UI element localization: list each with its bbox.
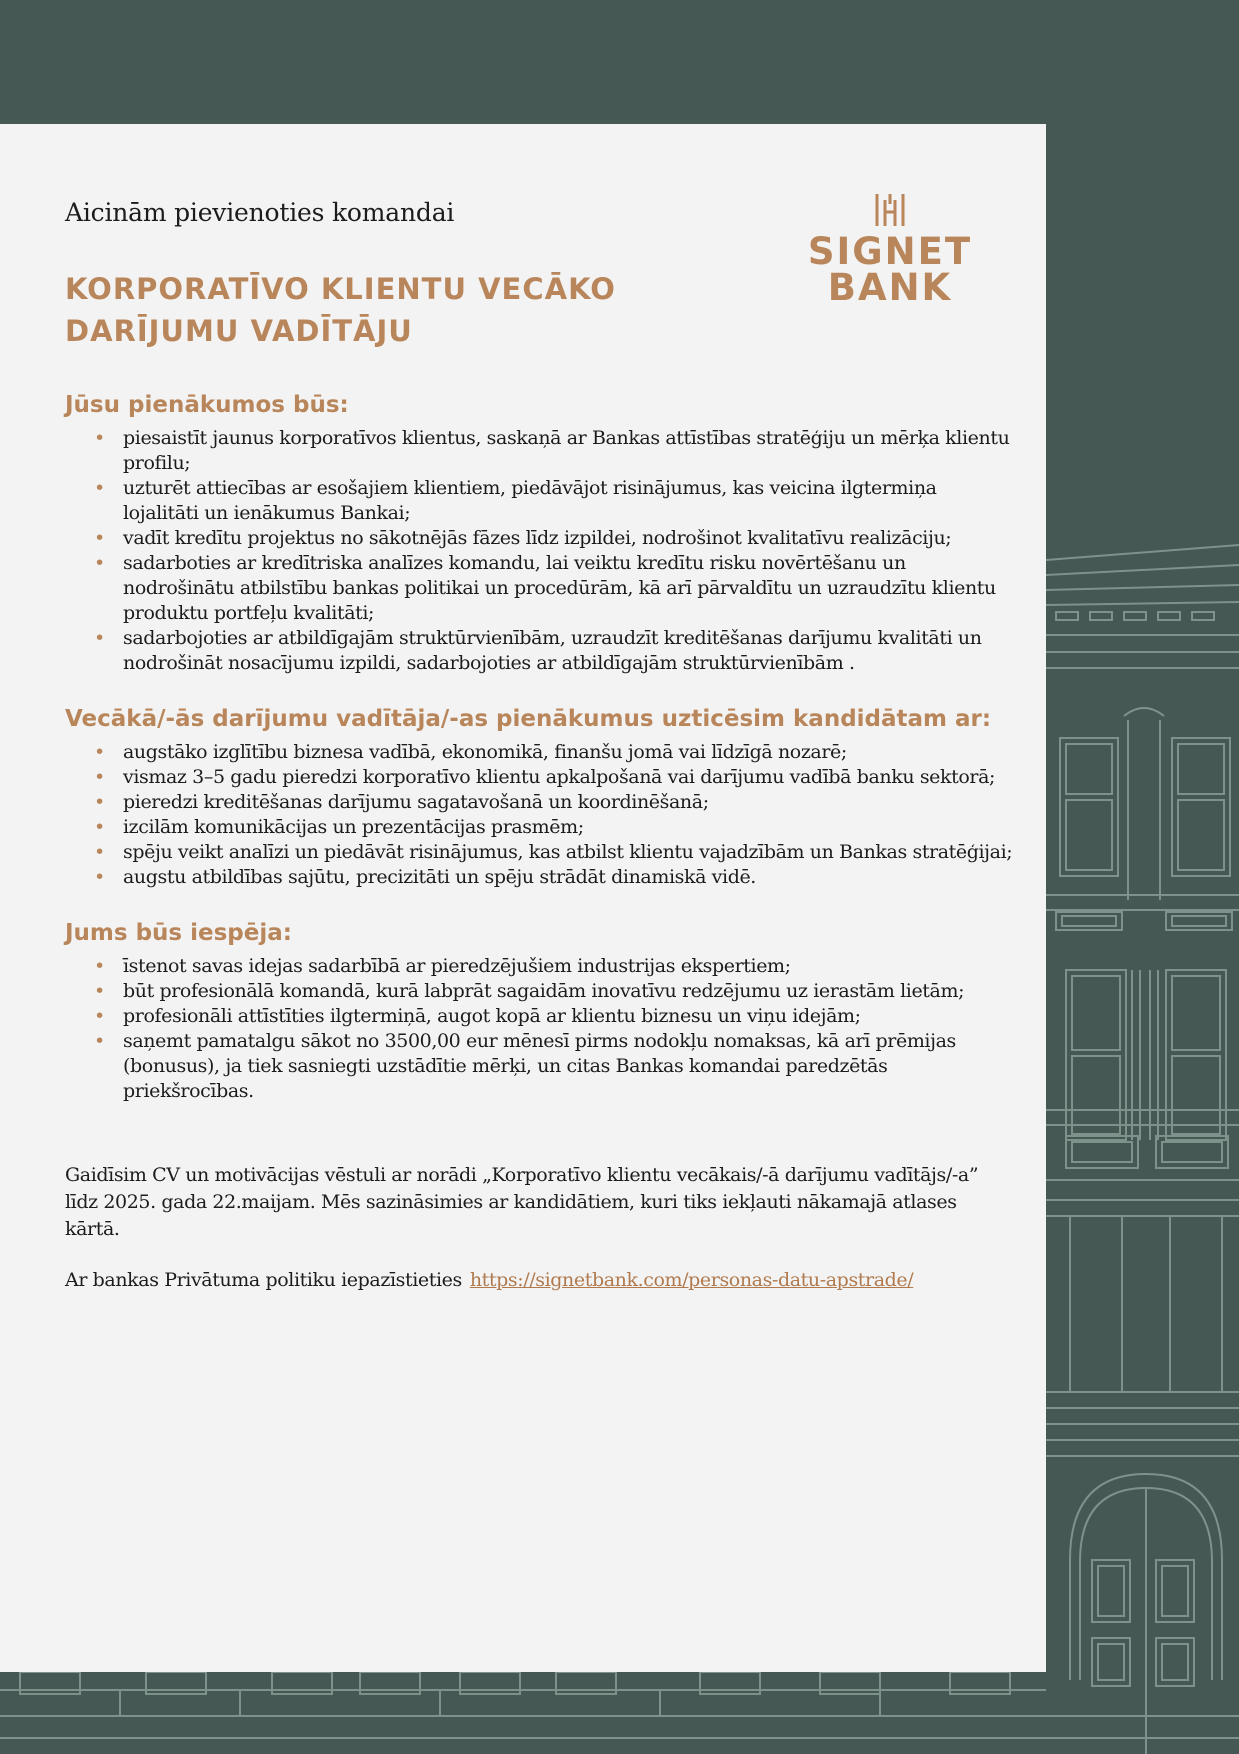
- duties-list: [65, 426, 1015, 676]
- list-item: • spēju veikt analīzi un piedāvāt risinājumus, kas atbilst klientu vajadzībām un Bankas stratēģijai;: [123, 840, 1015, 865]
- signet-emblem-icon: [872, 192, 908, 228]
- list-item: • pieredzi kreditēšanas darījumu sagatavošanā un koordinēšanā;: [123, 790, 1015, 815]
- job-title: KORPORATĪVO KLIENTU VECĀKO DARĪJUMU VADĪTĀJU: [65, 272, 616, 348]
- list-item: • vadīt kredītu projektus no sākotnējās fāzes līdz izpildei, nodrošinot kvalitatīvu realizāciju;: [123, 526, 1015, 551]
- list-item: • profesionāli attīstīties ilgtermiņā, augot kopā ar klientu biznesu un viņu idejām;: [123, 1004, 1015, 1029]
- requirements-list: [65, 740, 1015, 890]
- logo-line-2: BANK: [827, 266, 953, 309]
- offer-heading: Jums būs iespēja:: [65, 920, 292, 946]
- list-item: • vismaz 3–5 gadu pieredzi korporatīvo klientu apkalpošanā vai darījumu vadībā banku sektorā;: [123, 765, 1015, 790]
- list-item: • īstenot savas idejas sadarbībā ar pieredzējušiem industrijas ekspertiem;: [123, 954, 1015, 979]
- list-item: • sadarbojoties ar atbildīgajām struktūrvienībām, uzraudzīt kreditēšanas darījumu kvalitāti un nodrošināt nosacījumu izpildi, sadarbojoties ar atbildīgajām struktūrvienībām .: [123, 626, 1015, 676]
- privacy-policy-link[interactable]: https://signetbank.com/personas-datu-apstrade/: [469, 1269, 914, 1291]
- ad-content: [65, 388, 1015, 1294]
- signet-bank-logo: [790, 192, 990, 309]
- list-item: • uzturēt attiecības ar esošajiem klientiem, piedāvājot risinājumus, kas veicina ilgtermiņa lojalitāti un ienākumus Bankai;: [123, 476, 1015, 526]
- list-item: • būt profesionālā komandā, kurā labprāt sagaidām inovatīvu redzējumu uz ierastām lietām;: [123, 979, 1015, 1004]
- privacy-notice: [65, 1267, 1015, 1294]
- logo-line-1: SIGNET: [807, 230, 973, 273]
- list-item: • saņemt pamatalgu sākot no 3500,00 eur mēnesī pirms nodokļu nomaksas, kā arī prēmijas (bonusus), ja tiek sasniegti uzstādītie mērķi, un citas Bankas komandai paredzētās priekšrocības.: [123, 1029, 1015, 1104]
- list-item: • augstu atbildības sajūtu, precizitāti un spēju strādāt dinamiskā vidē.: [123, 865, 1015, 890]
- offer-list: [65, 954, 1015, 1104]
- list-item: • augstāko izglītību biznesa vadībā, ekonomikā, finanšu jomā vai līdzīgā nozarē;: [123, 740, 1015, 765]
- privacy-text: Ar bankas Privātuma politiku iepazīstieties: [65, 1269, 462, 1291]
- intro-text: Aicinām pievienoties komandai: [65, 198, 455, 227]
- requirements-heading: Vecākā/-ās darījumu vadītāja/-as pienākumus uzticēsim kandidātam ar:: [65, 706, 992, 732]
- application-instructions: Gaidīsim CV un motivācijas vēstuli ar norādi „Korporatīvo klientu vecākais/-ā darījumu vadītājs/-a” līdz 2025. gada 22.maijam. Mēs sazināsimies ar kandidātiem, kuri tiks iekļauti nākamajā atlases kārtā.: [65, 1164, 979, 1240]
- list-item: • izcilām komunikācijas un prezentācijas prasmēm;: [123, 815, 1015, 840]
- job-ad-card: [0, 124, 1046, 1672]
- duties-heading: Jūsu pienākumos būs:: [65, 392, 349, 418]
- list-item: • sadarboties ar kredītriska analīzes komandu, lai veiktu kredītu risku novērtēšanu un nodrošinātu atbilstību bankas politikai un procedūrām, kā arī pārvaldītu un uzraudzītu klientu produktu portfeļu kvalitāti;: [123, 551, 1015, 626]
- list-item: • piesaistīt jaunus korporatīvos klientus, saskaņā ar Bankas attīstības stratēģiju un mērķa klientu profilu;: [123, 426, 1015, 476]
